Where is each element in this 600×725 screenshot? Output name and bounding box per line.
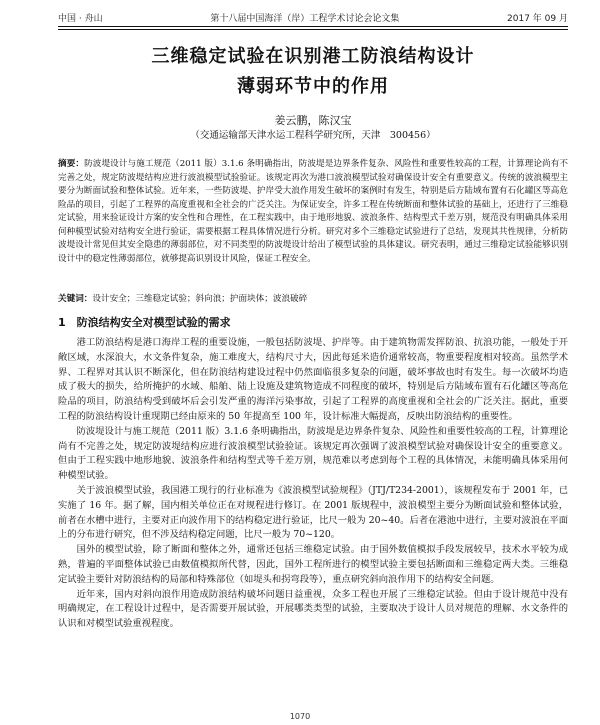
abstract: [58, 158, 568, 266]
section-heading: 1 防浪结构安全对模型试验的需求: [58, 316, 231, 329]
header-proceedings-title: 第十八届中国海洋（岸）工程学术讨论会论文集: [210, 13, 400, 24]
running-header: [58, 10, 568, 24]
affiliation: （交通运输部天津水运工程科学研究所，天津 300456）: [190, 130, 436, 141]
keywords-text: 设计安全；三维稳定试验；斜向浪；护面块体；波浪破碎: [92, 294, 308, 304]
header-rule-thin: [58, 29, 568, 30]
body-paragraph: 港工防浪结构是港口海岸工程的重要设施，一般包括防波堤、护岸等。由于建筑物需发挥防浪、抗浪功能，一般处于开敞区域，水深浪大，水文条件复杂，施工难度大，结构尺寸大，因此每延米造价通常较高，物重要程度相对较高。虽然学术界、工程界对其认识不断深化，但在防浪结构建设过程中仍然面临很多复杂的问题，破坏事故也时有发生。每一次破坏均造成了极大的损失，给所掩护的水域、船舶、陆上设施及建筑物造成不同程度的破坏，特别是后方陆域布置有石化罐区等高危险品的项目，防浪结构受到破坏后会引发严重的海洋污染事故，引起了工程界的高度重视和全社会的广泛关注。据此，重要工程的防浪结构设计重现期已经由原来的 50 年提高至 100 年，设计标准大幅提高，反映出防浪结构的重要性。: [58, 337, 568, 422]
body-paragraph: 防波堤设计与施工规范（2011 版）3.1.6 条明确指出，防波堤是边界条件复杂、风险性和重要性较高的工程，计算理论尚有不完善之处，规定防波堤结构应进行波浪模型试验验证。该规定再次强调了波浪模型试验对确保设计安全的重要意义。但由于工程实践中地形地貌、波浪条件和结构型式等千差万别，规范难以考虑到每个工程的具体情况，未能明确具体采用何种模型试验。: [58, 425, 568, 482]
body-paragraph: 近年来，国内对斜向浪作用造成防浪结构破坏问题日益重视，众多工程也开展了三维稳定试验。但由于设计规范中没有明确规定，在工程设计过程中，是否需要开展试验，开展哪类类型的试验，主要取决于设计人员对规范的理解、水文条件的认识和对模型试验重视程度。: [58, 588, 568, 630]
title-line-2: 薄弱环节中的作用: [237, 76, 389, 97]
title-line-1: 三维稳定试验在识别港工防浪结构设计: [151, 46, 475, 67]
paper-title: [58, 42, 568, 102]
body-text: [58, 336, 568, 632]
authors: 姜云鹏，陈汉宝: [274, 114, 352, 127]
page-number: 1070: [289, 712, 311, 721]
abstract-text: 防波堤设计与施工规范（2011 版）3.1.6 条明确指出，防波堤是边界条件复杂、风险性和重要性较高的工程，计算理论尚有不完善之处，规定防波堤结构应进行波浪模型试验验证。该规定再次为港口波浪模型试验对确保设计安全有重要意义。传统的波浪模型主要分为断面试验和整体试验。近年来，一些防波堤、护岸受大浪作用发生破坏的案例时有发生，特别是后方陆域布置有石化罐区等高危险品的项目，引起了工程界的高度重视和全社会的广泛关注。为保证安全，许多工程在传统断面和整体试验的基础上，还进行了三维稳定试验，用来验证设计方案的安全性和合理性，在工程实践中，由于地形地貌、波浪条件、结构型式千差万别，规范没有明确具体采用何种模型试验对结构安全进行验证，需要根据工程具体情况进行分析。研究对多个三维稳定试验进行了总结，发现其共性规律，分析防波堤设计常见但其安全隐患的薄弱部位，对不同类型的防波堤设计给出了模型试验的具体建议。研究表明，通过三维稳定试验能够识别设计中的稳定性薄弱部位，就够提高识别设计风险，保证工程安全。: [58, 159, 568, 264]
keywords: [58, 293, 568, 306]
body-paragraph: 关于波浪模型试验，我国港工现行的行业标准为《波浪模型试验规程》（JTJ/T234-2001），该规程发布于 2001 年，已实施了 16 年。据了解，国内相关单位正在对规程进行修订。在 2001 版规程中，波浪模型主要分为断面试验和整体试验，前者在水槽中进行，主要对正向波作用下的结构稳定进行验证，比尺一般为 20~40。后者在港池中进行，主要对波浪在平面上的分布进行研究，但不涉及结构稳定问题，比尺一般为 70~120。: [58, 484, 568, 541]
header-date: 2017 年 09 月: [507, 13, 568, 24]
body-paragraph: 国外的模型试验，除了断面和整体之外，通常还包括三维稳定试验。由于国外数值模拟手段发展较早，技术水平较为成熟，普遍的平面整体试验已由数值模拟所代替，因此，国外工程所进行的模型试验主要包括断面和三维稳定两大类。三维稳定试验主要针对防浪结构的局部和特殊部位（如堤头和拐弯段等），重点研究斜向浪作用下的结构安全问题。: [58, 544, 568, 585]
keywords-label: 关键词：: [58, 294, 93, 304]
abstract-label: 摘要：: [58, 159, 85, 169]
header-location: 中国 · 舟山: [58, 13, 103, 24]
header-rule: [58, 26, 568, 27]
